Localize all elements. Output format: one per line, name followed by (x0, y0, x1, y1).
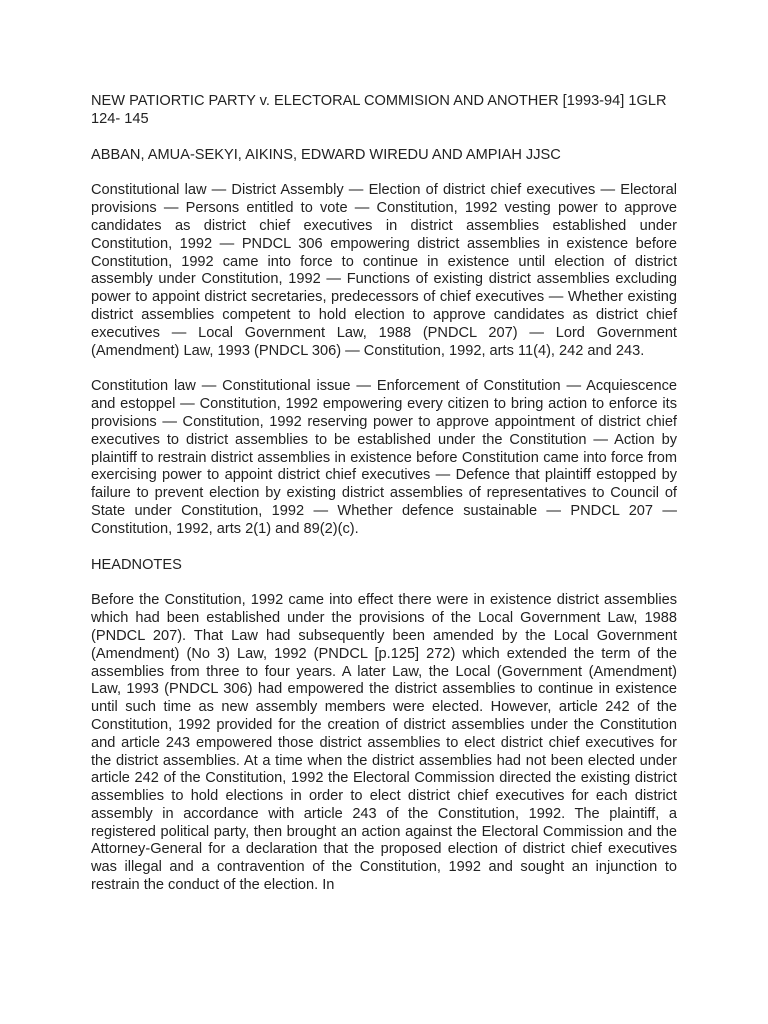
catchwords-paragraph-2: Constitution law — Constitutional issue — Enforcement of Constitution — Acquiescence and estoppel — Constitution, 1992 empowering every citizen to bring action to enforce its provisions — Constitution, 1992 reserving power to approve appointment of district chief executives to district assemblies to be established under the Constitution — Action by plaintiff to restrain district assemblies in existence before Constitution came into force from exercising power to appoint district chief executives — Defence that plaintiff estopped by failure to prevent election by existing district assemblies of representatives to Council of State under Constitution, 1992 — Whether defence sustainable — PNDCL 207 — Constitution, 1992, arts 2(1) and 89(2)(c). (91, 378, 677, 537)
case-title: NEW PATIORTIC PARTY v. ELECTORAL COMMISION AND ANOTHER [1993-94] 1GLR 124- 145 (91, 93, 667, 127)
judges-line: ABBAN, AMUA-SEKYI, AIKINS, EDWARD WIREDU AND AMPIAH JJSC (91, 146, 561, 163)
document-page (91, 93, 677, 913)
headnotes-heading: HEADNOTES (91, 556, 182, 573)
headnote-paragraph: Before the Constitution, 1992 came into effect there were in existence district assemblies which had been established under the provisions of the Local Government Law, 1988 (PNDCL 207). That Law had subsequently been amended by the Local Government (Amendment) (No 3) Law, 1992 (PNDCL [p.125] 272) which extended the term of the assemblies from three to four years. A later Law, the Local (Government (Amendment) Law, 1993 (PNDCL 306) had empowered the district assemblies to continue in existence until such time as new assembly members were elected. However, article 242 of the Constitution, 1992 provided for the creation of district assemblies under the Constitution and article 243 empowered those district assemblies to elect district chief executives for the district assemblies. At a time when the district assemblies had not been elected under article 242 of the Constitution, 1992 the Electoral Commission directed the existing district assemblies to hold elections in order to elect district chief executives for each district assembly in accordance with article 243 of the Constitution, 1992. The plaintiff, a registered political party, then brought an action against the Electoral Commission and the Attorney-General for a declaration that the proposed election of district chief executives was illegal and a contravention of the Constitution, 1992 and sought an injunction to restrain the conduct of the election. In (91, 592, 677, 894)
catchwords-paragraph-1: Constitutional law — District Assembly — Election of district chief executives — Electoral provisions — Persons entitled to vote — Constitution, 1992 vesting power to approve candidates as district chief executives in district assemblies established under Constitution, 1992 — PNDCL 306 empowering district assemblies in existence before Constitution, 1992 came into force to continue in existence until election of district assembly under Constitution, 1992 — Functions of existing district assemblies excluding power to appoint district secretaries, predecessors of chief executives — Whether existing district assemblies competent to hold election to approve candidates as district chief executives — Local Government Law, 1988 (PNDCL 207) — Lord Government (Amendment) Law, 1993 (PNDCL 306) — Constitution, 1992, arts 11(4), 242 and 243. (91, 182, 677, 359)
